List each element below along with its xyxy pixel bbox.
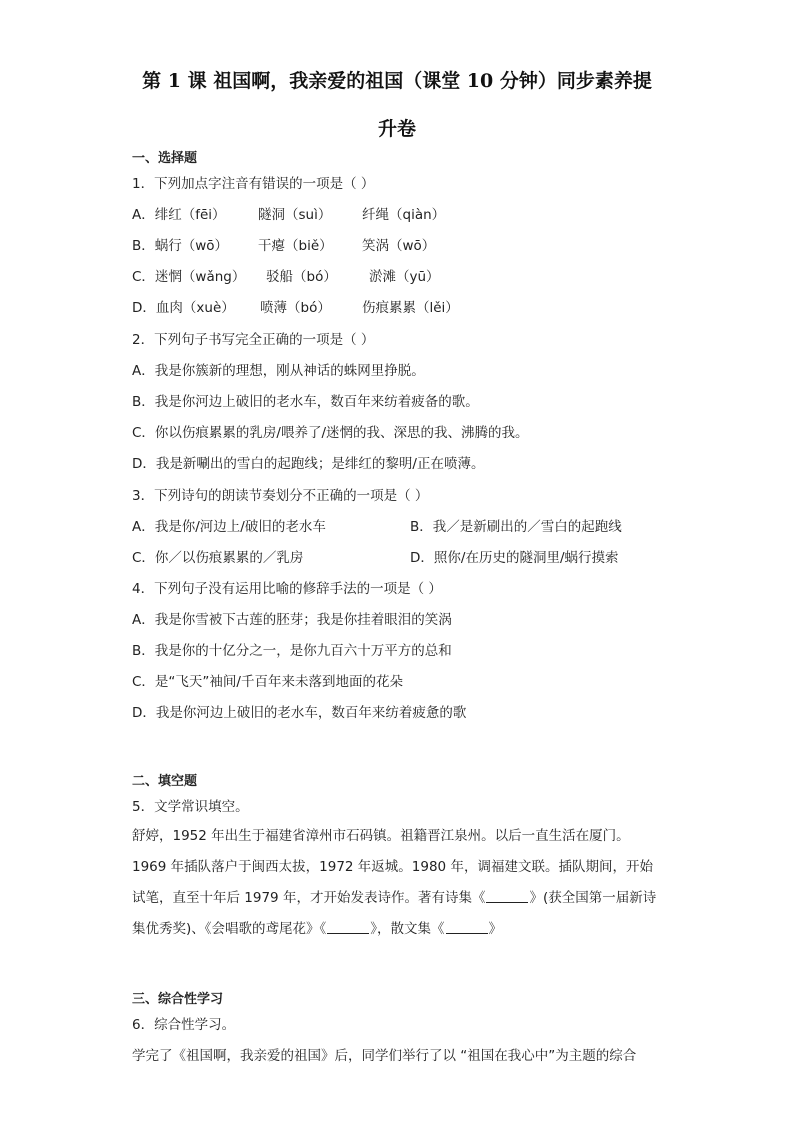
q5-passage-text: 舒婷，1952 年出生于福建省漳州市石码镇。祖籍晋江泉州。以后一直生活在厦门。1969 年插队落户于闽西太拔，1972 年返城。1980 年，调福建文联。插队期间，开始试笔，直至十年后 1979 年，才开始发表诗作。著有诗集 [132, 828, 653, 906]
q5-blank-2[interactable] [327, 921, 369, 934]
question-5-stem: 5．文学常识填空。 [132, 799, 249, 815]
q4-option-c: C．是“飞天”袖间/千百年来未落到地面的花朵 [132, 674, 403, 690]
q1-a-part3: 纤绳（qiàn） [362, 207, 446, 223]
q5-blank1-close: 》(获全国第一届新诗集优秀奖)、《会唱歌的鸢尾花》《 [132, 890, 657, 937]
q1-a-label: A．绯红（fēi） [132, 207, 226, 223]
question-2-stem: 2．下列句子书写完全正确的一项是（ ） [132, 332, 375, 348]
q5-blank3-close: 》 [488, 921, 503, 937]
section-heading-choice: 一、选择题 [132, 151, 198, 166]
q1-d-part2: 喷薄（bó） [260, 300, 331, 316]
question-1-stem: 1．下列加点字注音有错误的一项是（ ） [132, 176, 375, 192]
q3-option-b: B．我／是新刷出的／雪白的起跑线 [410, 519, 622, 535]
q1-b-part3: 笑涡（wō） [362, 238, 436, 254]
section-heading-fill: 二、填空题 [132, 774, 198, 789]
q2-option-a: A．我是你簇新的理想，刚从神话的蛛网里挣脱。 [132, 363, 425, 379]
q1-b-part2: 干瘪（biě） [258, 238, 333, 254]
q1-c-part3: 淤滩（yū） [369, 269, 440, 285]
q2-option-b: B．我是你河边上破旧的老水车，数百年来纺着疲备的歌。 [132, 394, 479, 410]
question-6-text: 学完了《祖国啊，我亲爱的祖国》后，同学们举行了以 “祖国在我心中”为主题的综合 [132, 1048, 637, 1064]
q4-option-d: D．我是你河边上破旧的老水车，数百年来纺着疲惫的歌 [132, 705, 467, 721]
question-3-stem: 3．下列诗句的朗读节奏划分不正确的一项是（ ） [132, 488, 429, 504]
q1-c-part2: 驳船（bó） [266, 269, 337, 285]
question-4-stem: 4．下列句子没有运用比喻的修辞手法的一项是（ ） [132, 581, 442, 597]
q1-a-part2: 隧洞（suì） [258, 207, 332, 223]
q2-option-c: C．你以伤痕累累的乳房/喂养了/迷惘的我、深思的我、沸腾的我。 [132, 425, 529, 441]
q4-option-b: B．我是你的十亿分之一，是你九百六十万平方的总和 [132, 643, 452, 659]
question-5-passage [132, 821, 662, 945]
page-title-line1: 第 1 课 祖国啊，我亲爱的祖国（课堂 10 分钟）同步素养提 [142, 70, 652, 92]
q3-option-d: D．照你/在历史的隧洞里/蜗行摸索 [410, 550, 619, 566]
q1-b-label: B．蜗行（wō） [132, 238, 229, 254]
question-6-stem: 6．综合性学习。 [132, 1017, 236, 1033]
q3-option-a: A．我是你/河边上/破旧的老水车 [132, 519, 326, 535]
q5-blank2-close: 》，散文集《 [370, 921, 445, 937]
q1-d-label: D．血肉（xuè） [132, 300, 235, 316]
q3-option-c: C．你／以伤痕累累的／乳房 [132, 550, 304, 566]
q5-blank-1[interactable] [486, 890, 528, 903]
q5-book-open: 《 [471, 890, 486, 906]
q4-option-a: A．我是你雪被下古莲的胚芽；我是你挂着眼泪的笑涡 [132, 612, 452, 628]
q5-blank-3[interactable] [446, 921, 488, 934]
q1-c-label: C．迷惘（wǎng） [132, 269, 246, 285]
page-title-line2: 升卷 [377, 118, 416, 140]
section-heading-integrated: 三、综合性学习 [132, 992, 224, 1007]
q1-d-part3: 伤痕累累（lěi） [362, 300, 459, 316]
q2-option-d: D．我是新唰出的雪白的起跑线；是绯红的黎明/正在喷薄。 [132, 456, 485, 472]
